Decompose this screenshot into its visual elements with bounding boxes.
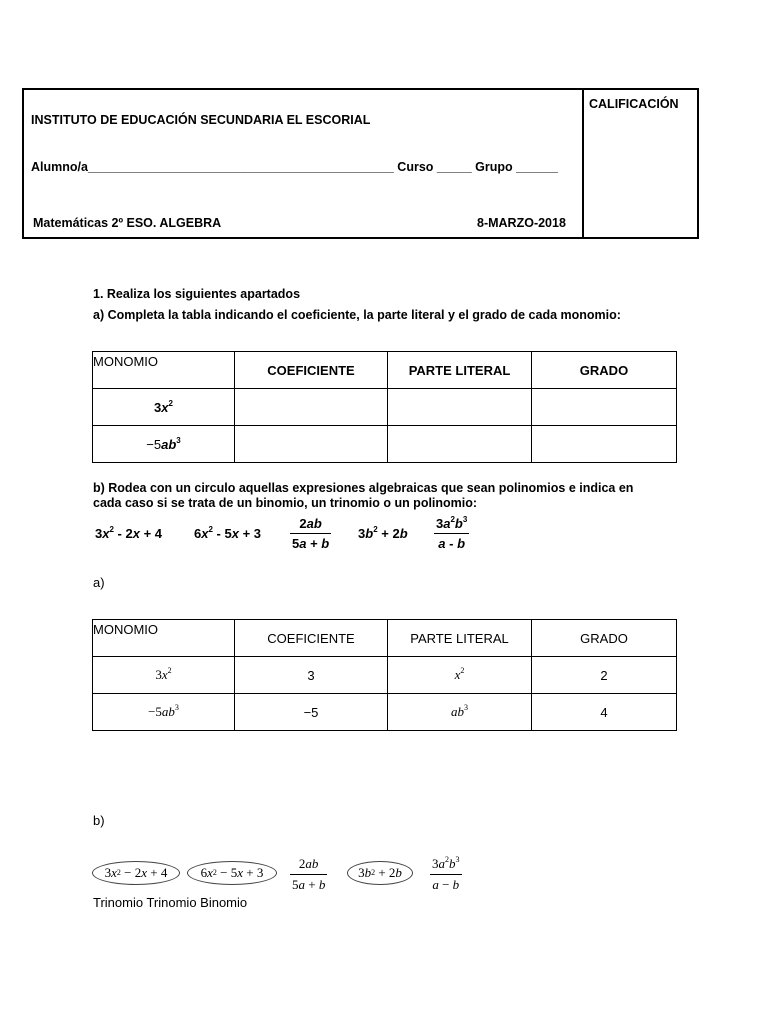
solved-monomial: $3x^2$ [93,657,235,694]
solved-parte-literal: $x^2$ [388,657,532,694]
part-b-instructions: b) Rodea con un circulo aquellas expresiones algebraicas que sean polinomios e indica en cada caso si se trata de un binomio, un trinomio o un polinomio: [93,481,634,510]
expression-5: $\frac{3a^2b^3}{a - b}$ [436,515,468,551]
blank-cell[interactable] [388,389,532,426]
header-parte-literal: PARTE LITERAL [388,352,532,389]
exam-date: 8-MARZO-2018 [477,216,566,230]
circled-expression-2: 6 x 2 − 5 x + 3 [187,861,277,885]
monomial-cell: $-5ab^3$ [93,426,235,463]
part-a-instructions: a) Completa la tabla indicando el coeficiente, la parte literal y el grado de cada monomio: [93,308,621,322]
fraction-expression-3: $\frac{2ab}{5a + b}$ [292,856,326,892]
blank-cell[interactable] [532,426,677,463]
solved-monomial: $-5ab^3$ [93,694,235,731]
solved-coeficiente: −5 [235,694,388,731]
solved-parte-literal: $ab^3$ [388,694,532,731]
header-monomio: MONOMIO [93,352,235,389]
blank-cell[interactable] [235,389,388,426]
fraction-expression-5: $\frac{3a^2b^3}{a - b}$ [432,855,460,892]
expression-3: $\frac{2ab}{5a + b}$ [292,516,330,551]
blank-cell[interactable] [532,389,677,426]
student-line: Alumno/a____________________________________________ Curso _____ Grupo ______ [31,160,558,174]
institute-name: INSTITUTO DE EDUCACIÓN SECUNDARIA EL ESCORIAL [31,113,371,127]
classification-text: Trinomio Trinomio Binomio [93,895,248,910]
exercise-title: 1. Realiza los siguientes apartados [93,287,301,301]
header-divider [582,88,584,239]
circled-expression-1: 3 x 2 − 2 x + 4 [92,861,180,885]
subject-title: Matemáticas 2º ESO. ALGEBRA [33,216,222,230]
header-parte-literal: PARTE LITERAL [388,620,532,657]
solution-b-label: b) [93,813,105,828]
expression-2: $6x^2 - 5x + 3$ [194,525,261,541]
blank-cell[interactable] [235,426,388,463]
solved-coeficiente: 3 [235,657,388,694]
grade-label: CALIFICACIÓN [589,97,679,111]
blank-cell[interactable] [388,426,532,463]
solved-grado: 4 [532,694,677,731]
monomial-table-solved [92,619,677,731]
header-coeficiente: COEFICIENTE [235,352,388,389]
header-grado: GRADO [532,352,677,389]
monomial-cell: $3x^2$ [93,389,235,426]
monomial-table-blank [92,351,677,463]
header-monomio: MONOMIO [93,620,235,657]
solution-a-label: a) [93,575,105,590]
header-coeficiente: COEFICIENTE [235,620,388,657]
expression-1: $3x^2 - 2x + 4$ [95,525,162,541]
header-grado: GRADO [532,620,677,657]
expression-4: $3b^2 + 2b$ [358,525,408,541]
circled-expression-4: 3 b 2 + 2 b [347,861,413,885]
solved-grado: 2 [532,657,677,694]
